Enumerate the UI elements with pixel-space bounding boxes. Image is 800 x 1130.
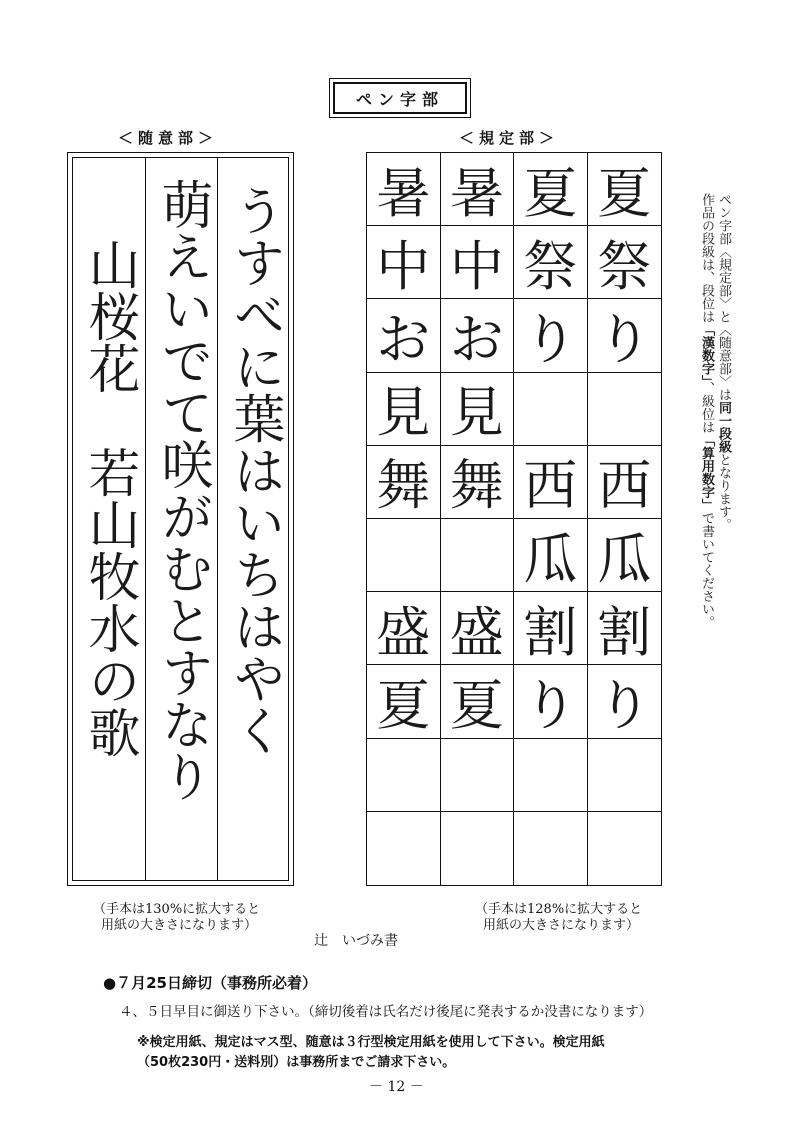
page-number: － 12 － bbox=[369, 1079, 424, 1095]
deadline-note-line1: ※検定用紙、規定はマス型、随意は３行型検定用紙を使用して下さい。検定用紙 bbox=[137, 1035, 605, 1050]
section-title: ペン字部 bbox=[333, 82, 467, 114]
free-column-text: 山桜花 若山牧水の歌 bbox=[79, 238, 139, 758]
grid-cell: 瓜 bbox=[514, 519, 588, 592]
grid-cell: 舞 bbox=[367, 446, 441, 519]
grid-cell bbox=[588, 739, 662, 812]
grid-cell bbox=[514, 373, 588, 446]
grid-cell: り bbox=[588, 299, 662, 372]
grid-cell: 見 bbox=[367, 373, 441, 446]
regulation-section-heading: ＜規定部＞ bbox=[459, 129, 560, 147]
grid-cell: 盛 bbox=[367, 592, 441, 665]
grid-cell bbox=[441, 812, 515, 885]
grid-cell: 夏 bbox=[514, 153, 588, 226]
grid-cell: 祭 bbox=[588, 226, 662, 299]
deadline-line: ４、５日早目に御送り下さい。（締切後着は氏名だけ後尾に発表するか没書になります） bbox=[119, 1004, 653, 1020]
free-caption-line1: （手本は130%に拡大すると bbox=[93, 902, 261, 917]
free-column-1 bbox=[217, 158, 290, 880]
free-style-panel-inner bbox=[72, 157, 289, 881]
grid-cell bbox=[367, 519, 441, 592]
grid-cell: 暑 bbox=[367, 153, 441, 226]
free-style-panel bbox=[67, 152, 294, 886]
side-note bbox=[692, 193, 732, 693]
author-credit: 辻 いづみ書 bbox=[314, 933, 398, 949]
grid-cell: り bbox=[588, 665, 662, 738]
grid-cell: 祭 bbox=[514, 226, 588, 299]
regulation-caption-line2: 用紙の大きさになります） bbox=[483, 918, 640, 933]
grid-cell: り bbox=[514, 665, 588, 738]
grid-cell bbox=[367, 739, 441, 812]
grid-cell: 夏 bbox=[588, 153, 662, 226]
free-column-text: 萌えいでて咲がむとすなり bbox=[152, 178, 212, 802]
grid-cell: 割 bbox=[588, 592, 662, 665]
free-caption-line2: 用紙の大きさになります） bbox=[101, 918, 258, 933]
grid-cell: 暑 bbox=[441, 153, 515, 226]
grid-cell bbox=[588, 373, 662, 446]
grid-cell: 見 bbox=[441, 373, 515, 446]
side-note-line2: 作品の段級は、段位は「漢数字」、級位は「算用数字」で書いてください。 bbox=[699, 193, 714, 629]
deadline-title: ●７月25日締切（事務所必着） bbox=[103, 974, 317, 992]
grid-cell bbox=[441, 519, 515, 592]
grid-cell: 瓜 bbox=[588, 519, 662, 592]
grid-cell bbox=[367, 812, 441, 885]
grid-cell bbox=[441, 739, 515, 812]
free-column-text: うすべに葉はいちはやく bbox=[224, 184, 284, 756]
grid-cell: 割 bbox=[514, 592, 588, 665]
grid-cell: 夏 bbox=[367, 665, 441, 738]
regulation-caption-line1: （手本は128%に拡大すると bbox=[475, 902, 643, 917]
grid-cell: 盛 bbox=[441, 592, 515, 665]
deadline-note-line2: （50枚230円・送料別）は事務所までご請求下さい。 bbox=[137, 1055, 456, 1070]
grid-cell bbox=[514, 739, 588, 812]
grid-cell: 西 bbox=[588, 446, 662, 519]
grid-cell: お bbox=[441, 299, 515, 372]
grid-cell: 中 bbox=[367, 226, 441, 299]
grid-cell bbox=[588, 812, 662, 885]
free-column-3 bbox=[73, 158, 145, 880]
free-section-heading: ＜随意部＞ bbox=[118, 129, 219, 147]
grid-cell: 夏 bbox=[441, 665, 515, 738]
grid-cell: 中 bbox=[441, 226, 515, 299]
grid-cell: 西 bbox=[514, 446, 588, 519]
grid-cell bbox=[514, 812, 588, 885]
side-note-line1: ペン字部〈規定部〉と〈随意部〉は同一段級となります。 bbox=[716, 193, 731, 531]
regulation-grid bbox=[366, 152, 662, 886]
grid-cell: り bbox=[514, 299, 588, 372]
free-column-2 bbox=[145, 158, 218, 880]
grid-cell: お bbox=[367, 299, 441, 372]
grid-cell: 舞 bbox=[441, 446, 515, 519]
